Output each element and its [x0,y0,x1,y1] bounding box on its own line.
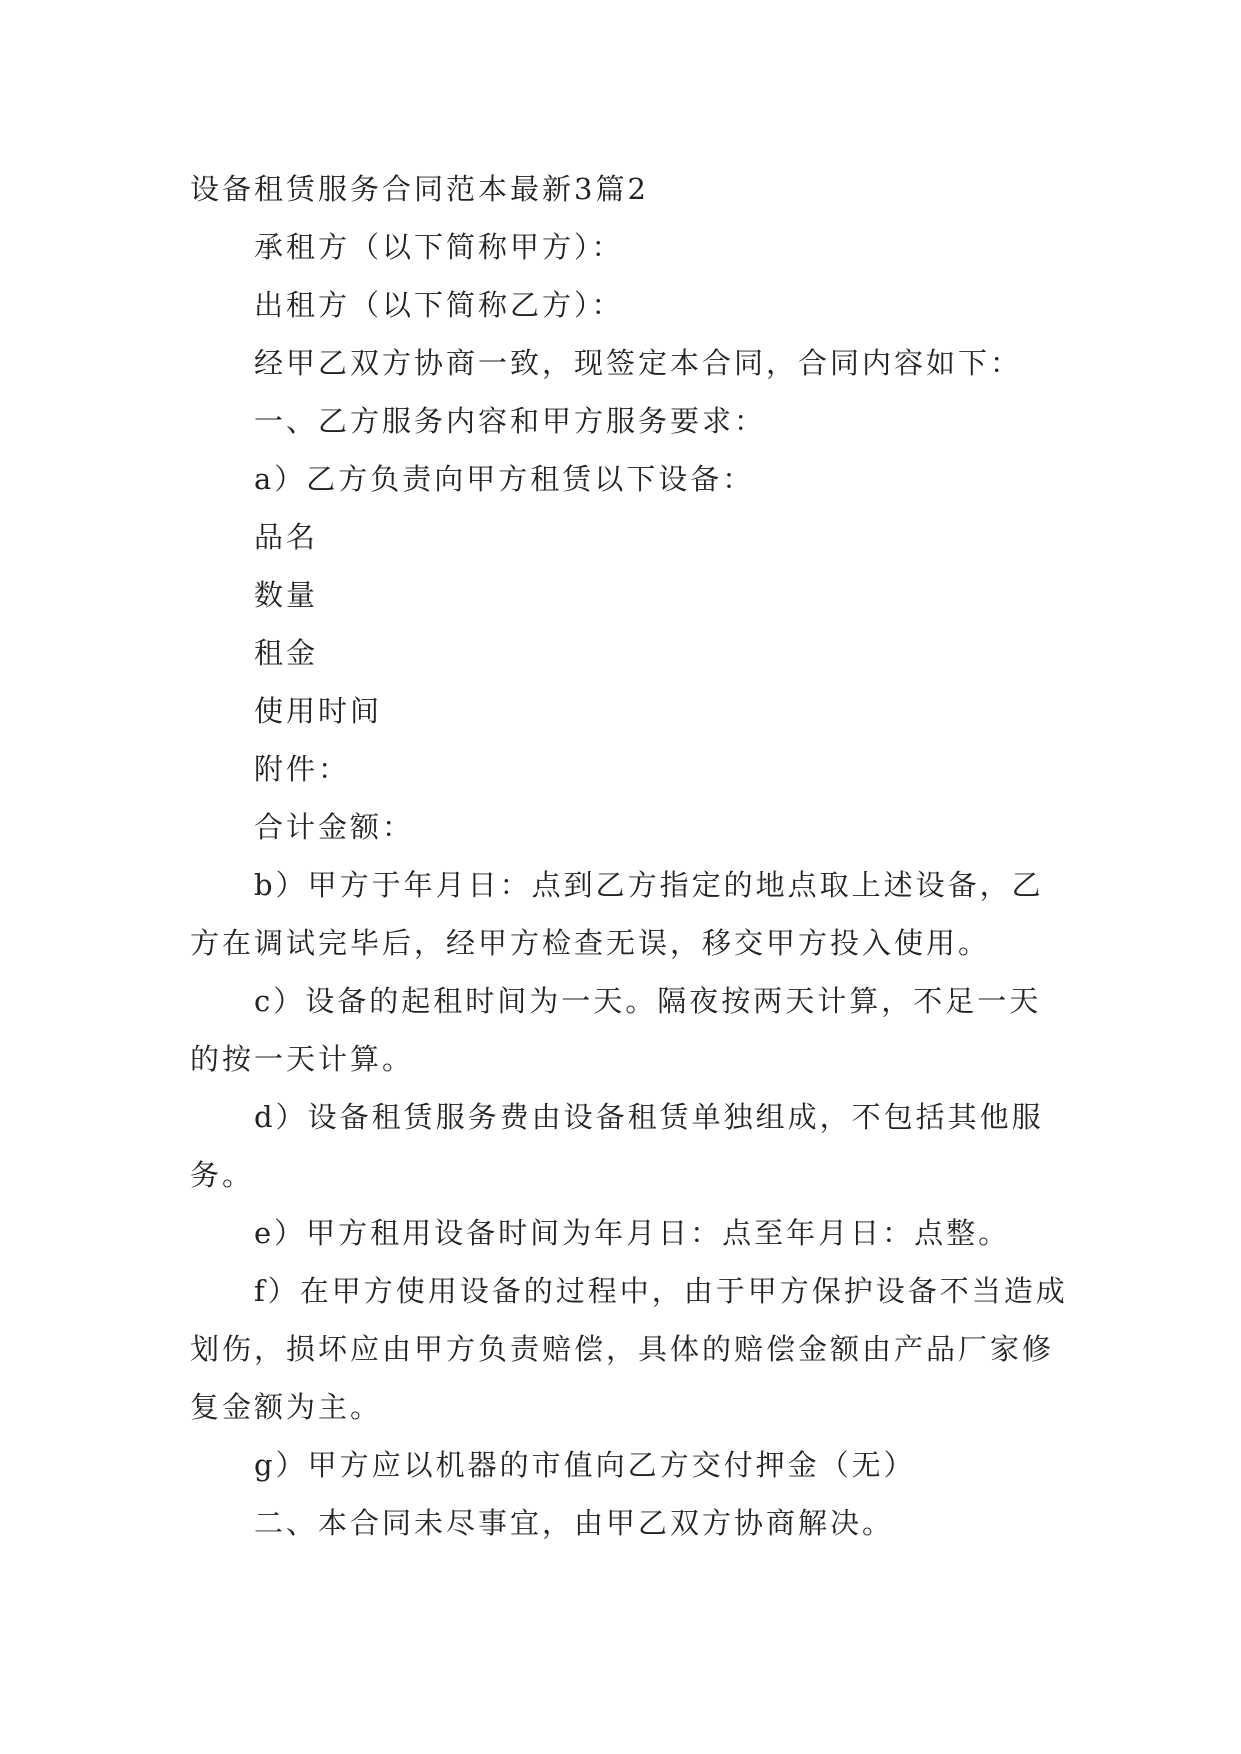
field-rent: 租金 [254,636,319,670]
clause-f: f）在甲方使用设备的过程中，由于甲方保护设备不当造成划伤，损坏应由甲方负责赔偿，具体的赔偿金额由产品厂家修复金额为主。 [190,1274,1068,1424]
field-total-amount: 合计金额： [254,810,415,844]
field-attachments: 附件： [254,752,351,786]
field-usage-time: 使用时间 [254,694,383,728]
paragraph-agreement: 经甲乙双方协商一致，现签定本合同，合同内容如下： [254,346,1023,380]
clause-a: a）乙方负责向甲方租赁以下设备： [254,462,755,496]
paragraph-lessee: 承租方（以下简称甲方）： [254,230,624,264]
field-quantity: 数量 [254,578,319,612]
paragraph-lessor: 出租方（以下简称乙方）： [254,288,624,322]
document-body [190,160,1070,1552]
field-item-name: 品名 [254,520,319,554]
clause-e: e）甲方租用设备时间为年月日：点至年月日：点整。 [254,1216,1011,1250]
clause-g: g）甲方应以机器的市值向乙方交付押金（无） [254,1448,916,1482]
section-heading-2: 二、本合同未尽事宜，由甲乙双方协商解决。 [254,1506,895,1540]
document-title: 设备租赁服务合同范本最新3篇2 [190,172,649,206]
clause-c: c）设备的起租时间为一天。隔夜按两天计算，不足一天的按一天计算。 [190,984,1042,1076]
section-heading-1: 一、乙方服务内容和甲方服务要求： [254,404,767,438]
clause-b: b）甲方于年月日：点到乙方指定的地点取上述设备，乙方在调试完毕后，经甲方检查无误，移交甲方投入使用。 [190,868,1044,960]
clause-d: d）设备租赁服务费由设备租赁单独组成，不包括其他服务。 [190,1100,1044,1192]
